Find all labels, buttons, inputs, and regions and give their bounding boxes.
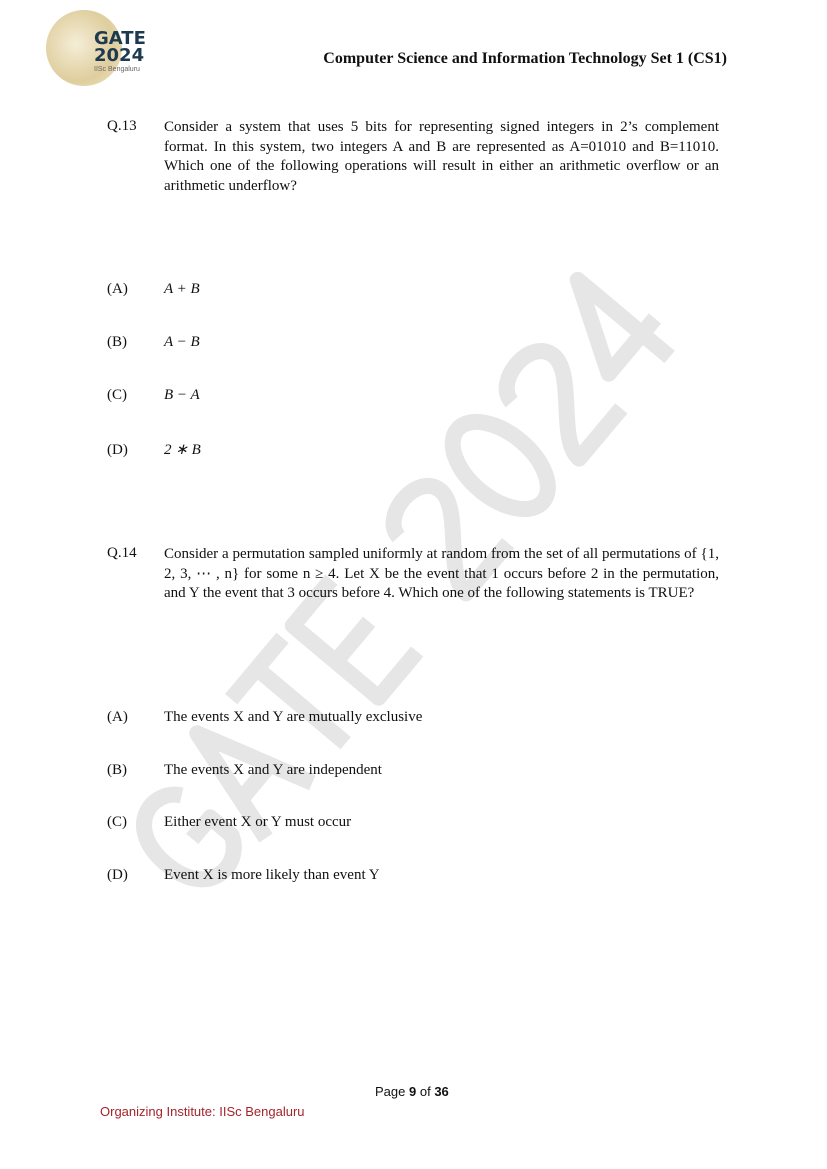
option: (B) A − B	[107, 334, 200, 350]
organizing-institute: Organizing Institute: IISc Bengaluru	[100, 1104, 305, 1119]
option: (D) Event X is more likely than event Y	[107, 867, 380, 883]
page-number: Page 9 of 36	[375, 1084, 449, 1099]
logo-year: 2024	[94, 45, 145, 66]
option: (D) 2 ∗ B	[107, 442, 201, 458]
option: (B) The events X and Y are independent	[107, 762, 382, 778]
question-number: Q.13	[107, 118, 137, 134]
paper-title: Computer Science and Information Technology Set 1 (CS1)	[323, 50, 727, 67]
option: (A) The events X and Y are mutually exclusive	[107, 709, 423, 725]
option: (A) A + B	[107, 281, 200, 297]
question-text: Consider a system that uses 5 bits for representing signed integers in 2’s complement format. In this system, two integers A and B are represented as A=01010 and B=11010. Which one of the following operations will result in either an arithmetic overflow or an arithmetic underflow?	[164, 119, 719, 194]
option: (C) Either event X or Y must occur	[107, 814, 352, 830]
logo-subtitle: IISc Bengaluru	[94, 66, 140, 73]
question-text: Consider a permutation sampled uniformly at random from the set of all permutations of {1, 2, 3, ⋯ , n} for some n ≥ 4. Let X be the event that 1 occurs before 2 in the permutation, and Y the event that 3 occurs before 4. Which one of the following statements is TRUE?	[164, 546, 719, 601]
question-number: Q.14	[107, 545, 137, 561]
option: (C) B − A	[107, 387, 200, 403]
gate-logo	[46, 10, 156, 88]
logo-title: GATE	[94, 28, 146, 49]
